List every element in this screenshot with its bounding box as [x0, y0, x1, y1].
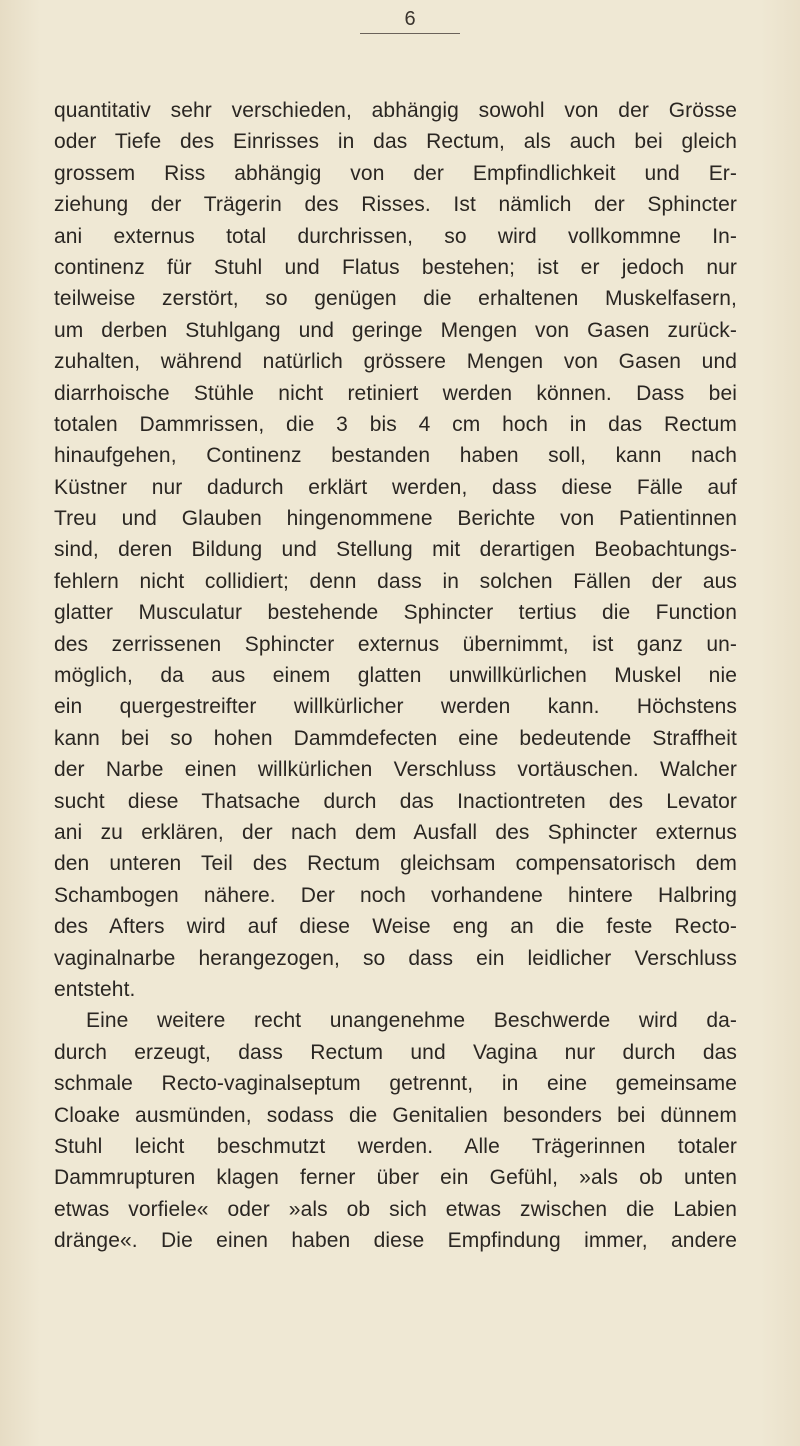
body-text — [54, 95, 737, 1256]
text-line: schmale Recto-vaginalseptum getrennt, in eine gemeinsame — [54, 1072, 737, 1096]
text-line: etwas vorfiele« oder »als ob sich etwas zwischen die Labien — [54, 1197, 737, 1221]
text-line: Eine weitere recht unangenehme Beschwerde wird da- — [86, 1009, 737, 1033]
text-line: continenz für Stuhl und Flatus bestehen; ist er jedoch nur — [54, 255, 737, 279]
text-line: durch erzeugt, dass Rectum und Vagina nur durch das — [54, 1040, 737, 1064]
text-line: vaginalnarbe herangezogen, so dass ein leidlicher Verschluss — [54, 946, 737, 970]
text-line: sind, deren Bildung und Stellung mit derartigen Beobachtungs- — [54, 538, 737, 562]
page-number: 6 — [360, 8, 460, 34]
text-line: Dammrupturen klagen ferner über ein Gefühl, »als ob unten — [54, 1166, 737, 1190]
text-line: teilweise zerstört, so genügen die erhaltenen Muskelfasern, — [54, 287, 737, 311]
text-line: diarrhoische Stühle nicht retiniert werden können. Dass bei — [54, 381, 737, 405]
paragraph-2 — [54, 1005, 737, 1256]
text-line: entsteht. — [54, 977, 136, 1001]
text-line: der Narbe einen willkürlichen Verschluss vortäuschen. Walcher — [54, 758, 737, 782]
text-line: zuhalten, während natürlich grössere Mengen von Gasen und — [54, 350, 737, 374]
text-line: fehlern nicht collidiert; denn dass in solchen Fällen der aus — [54, 569, 737, 593]
text-line: ein quergestreifter willkürlicher werden kann. Höchstens — [54, 695, 737, 719]
text-line: des zerrissenen Sphincter externus übernimmt, ist ganz un- — [54, 632, 737, 656]
text-line: des Afters wird auf diese Weise eng an die feste Recto- — [54, 915, 737, 939]
text-line: den unteren Teil des Rectum gleichsam compensatorisch dem — [54, 852, 737, 876]
text-line: sucht diese Thatsache durch das Inactiontreten des Levator — [54, 789, 737, 813]
text-line: oder Tiefe des Einrisses in das Rectum, als auch bei gleich — [54, 130, 737, 154]
paragraph-1 — [54, 95, 737, 1005]
text-line: möglich, da aus einem glatten unwillkürlichen Muskel nie — [54, 664, 737, 688]
text-line: grossem Riss abhängig von der Empfindlichkeit und Er- — [54, 161, 737, 185]
text-line: glatter Musculatur bestehende Sphincter tertius die Function — [54, 601, 737, 625]
text-line: um derben Stuhlgang und geringe Mengen von Gasen zurück- — [54, 318, 737, 342]
text-line: Cloake ausmünden, sodass die Genitalien besonders bei dünnem — [54, 1103, 737, 1127]
text-line: Küstner nur dadurch erklärt werden, dass diese Fälle auf — [54, 475, 737, 499]
text-line: Stuhl leicht beschmutzt werden. Alle Trägerinnen totaler — [54, 1134, 737, 1158]
text-line: ani externus total durchrissen, so wird vollkommne In- — [54, 224, 737, 248]
text-line: ani zu erklären, der nach dem Ausfall des Sphincter externus — [54, 820, 737, 844]
text-line: ziehung der Trägerin des Risses. Ist nämlich der Sphincter — [54, 193, 737, 217]
text-line: Schambogen nähere. Der noch vorhandene hintere Halbring — [54, 883, 737, 907]
text-line: kann bei so hohen Dammdefecten eine bedeutende Straffheit — [54, 726, 737, 750]
text-line: totalen Dammrissen, die 3 bis 4 cm hoch in das Rectum — [54, 412, 737, 436]
text-line: hinaufgehen, Continenz bestanden haben soll, kann nach — [54, 444, 737, 468]
text-line: Treu und Glauben hingenommene Berichte von Patientinnen — [54, 507, 737, 531]
text-line: dränge«. Die einen haben diese Empfindung immer, andere — [54, 1229, 737, 1253]
text-line: quantitativ sehr verschieden, abhängig sowohl von der Grösse — [54, 99, 737, 122]
